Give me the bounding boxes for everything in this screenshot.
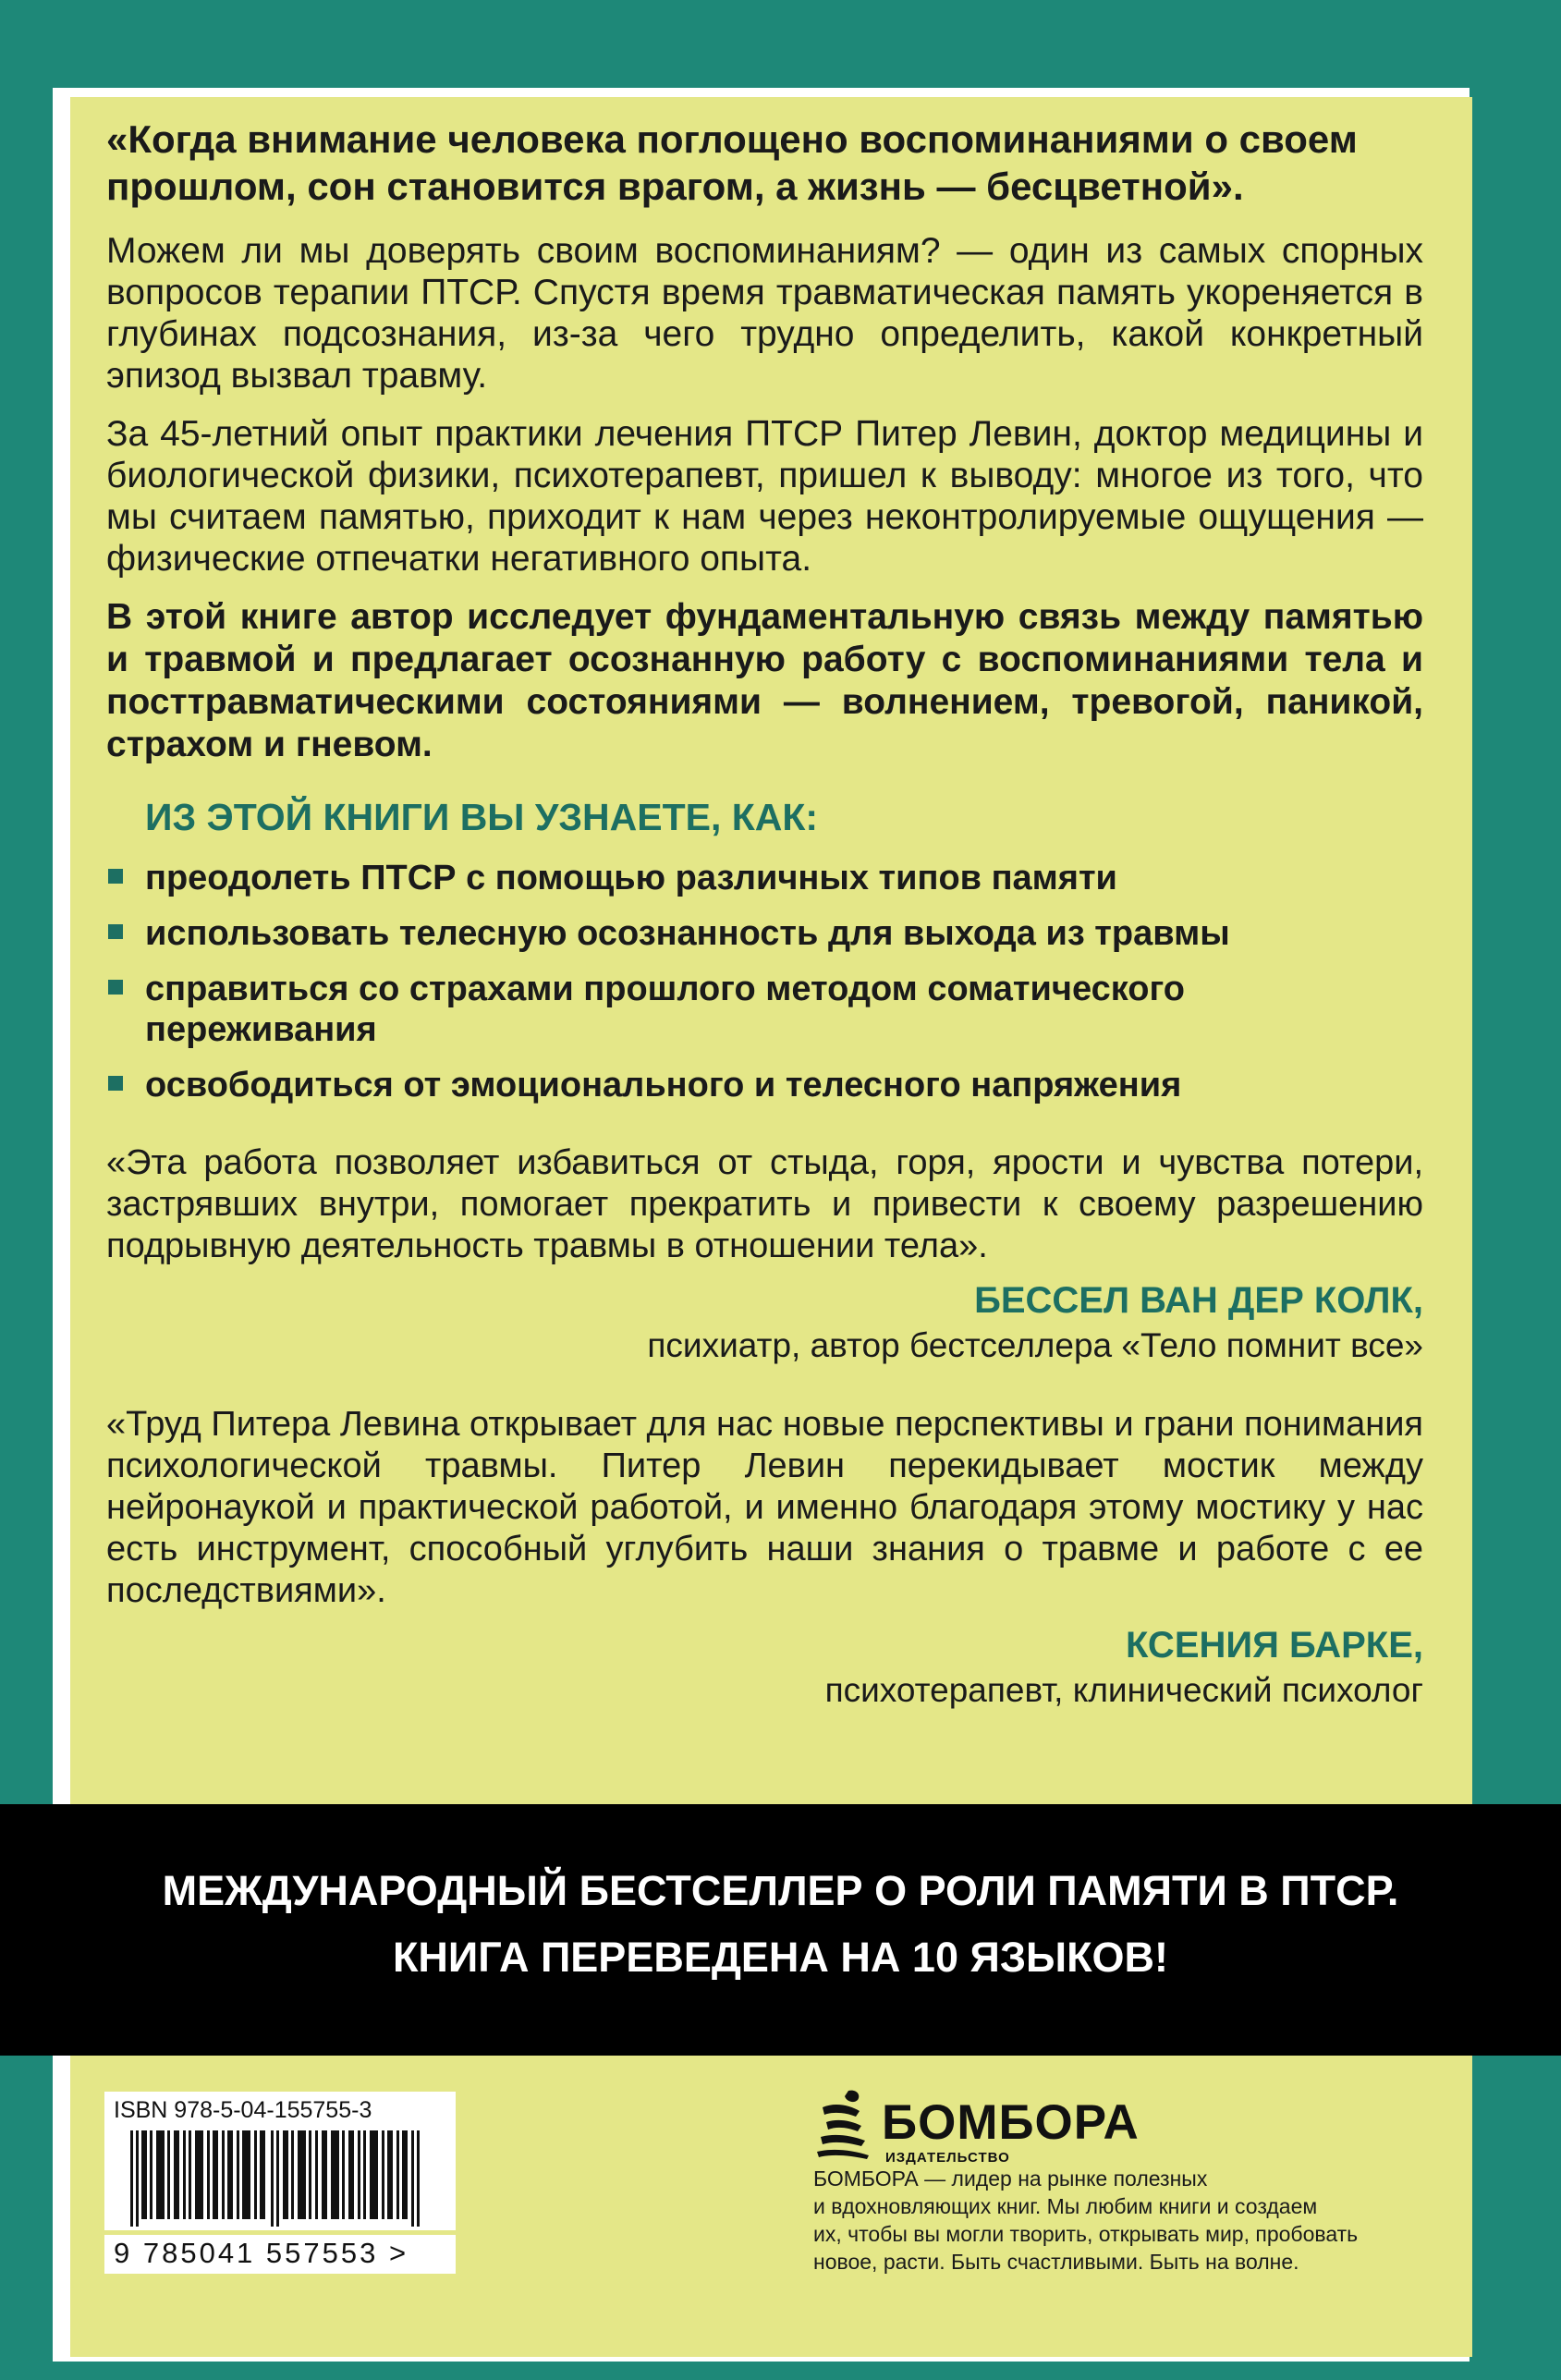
learn-heading: ИЗ ЭТОЙ КНИГИ ВЫ УЗНАЕТЕ, КАК: (145, 796, 819, 838)
square-bullet-icon (108, 924, 123, 939)
publisher-logo (813, 2087, 1140, 2166)
barcode-icon (130, 2130, 435, 2227)
back-cover-text (106, 116, 1423, 1749)
review-role-1: психиатр, автор бестселлера «Тело помнит все» (647, 1326, 1423, 1364)
list-item: справиться со страхами прошлого методом соматического переживания (106, 969, 1423, 1050)
publisher-about: БОМБОРА — лидер на рынке полезных и вдохновляющих книг. Мы любим книги и создаем их, чтобы вы могли творить, открывать мир, пробовать новое, расти. Быть счастливыми. Быть на волне. (813, 2166, 1359, 2274)
review-author-1: БЕССЕЛ ВАН ДЕР КОЛК, (974, 1280, 1423, 1321)
list-item: освободиться от эмоционального и телесного напряжения (106, 1065, 1423, 1105)
review-author-2: КСЕНИЯ БАРКЕ, (1126, 1625, 1423, 1666)
list-item: преодолеть ПТСР с помощью различных типов памяти (106, 858, 1423, 898)
square-bullet-icon (108, 980, 123, 995)
bold-paragraph: В этой книге автор исследует фундаментальную связь между памятью и травмой и предлагает осознанную работу с воспоминаниями тела и посттравматическими состояниями — волнением, тревогой, паникой, страхом и гневом. (106, 597, 1423, 764)
paragraph-1: Можем ли мы доверять своим воспоминаниям? — один из самых спорных вопросов терапии ПТСР. Спустя время травматическая память укореняется в глубинах подсознания, из-за чего трудно определить, какой конкретный эпизод вызвал травму. (106, 231, 1423, 396)
banner-line-1: МЕЖДУНАРОДНЫЙ БЕСТСЕЛЛЕР О РОЛИ ПАМЯТИ В ПТСР. (162, 1867, 1399, 1914)
publisher-name: БОМБОРА (882, 2095, 1140, 2150)
lead-quote: «Когда внимание человека поглощено воспоминаниями о своем прошлом, сон становится врагом, а жизнь — бесцветной». (106, 117, 1358, 208)
bombora-logo-icon (813, 2087, 871, 2161)
learn-list (106, 858, 1423, 1105)
review-quote-1: «Эта работа позволяет избавиться от стыда, горя, ярости и чувства потери, застрявших внутри, помогает прекратить и привести к своему разрешению подрывную деятельность травмы в отношении тела». (106, 1143, 1423, 1265)
publisher-sub: ИЗДАТЕЛЬСТВО (885, 2150, 1010, 2166)
isbn-barcode-box (104, 2092, 456, 2230)
list-item: использовать телесную осознанность для выхода из травмы (106, 913, 1423, 954)
bestseller-banner (0, 1804, 1561, 2056)
review-role-2: психотерапевт, клинический психолог (824, 1671, 1423, 1709)
paragraph-2: За 45-летний опыт практики лечения ПТСР Питер Левин, доктор медицины и биологической физики, психотерапевт, пришел к выводу: многое из того, что мы считаем памятью, приходит к нам через неконтролируемые ощущения — физические отпечатки негативного опыта. (106, 414, 1423, 579)
square-bullet-icon (108, 1076, 123, 1091)
banner-line-2: КНИГА ПЕРЕВЕДЕНА НА 10 ЯЗЫКОВ! (392, 1934, 1169, 1981)
barcode-digits: 9 785041 557553 > (104, 2235, 456, 2274)
square-bullet-icon (108, 869, 123, 884)
review-quote-2: «Труд Питера Левина открывает для нас новые перспективы и грани понимания психологической травмы. Питер Левин перекидывает мостик между нейронаукой и практической работой, и именно благодаря этому мостику у нас есть инструмент, способный углубить наши знания о травме и работе с ее последствиями». (106, 1405, 1423, 1610)
isbn-label: ISBN 978-5-04-155755-3 (114, 2097, 372, 2123)
